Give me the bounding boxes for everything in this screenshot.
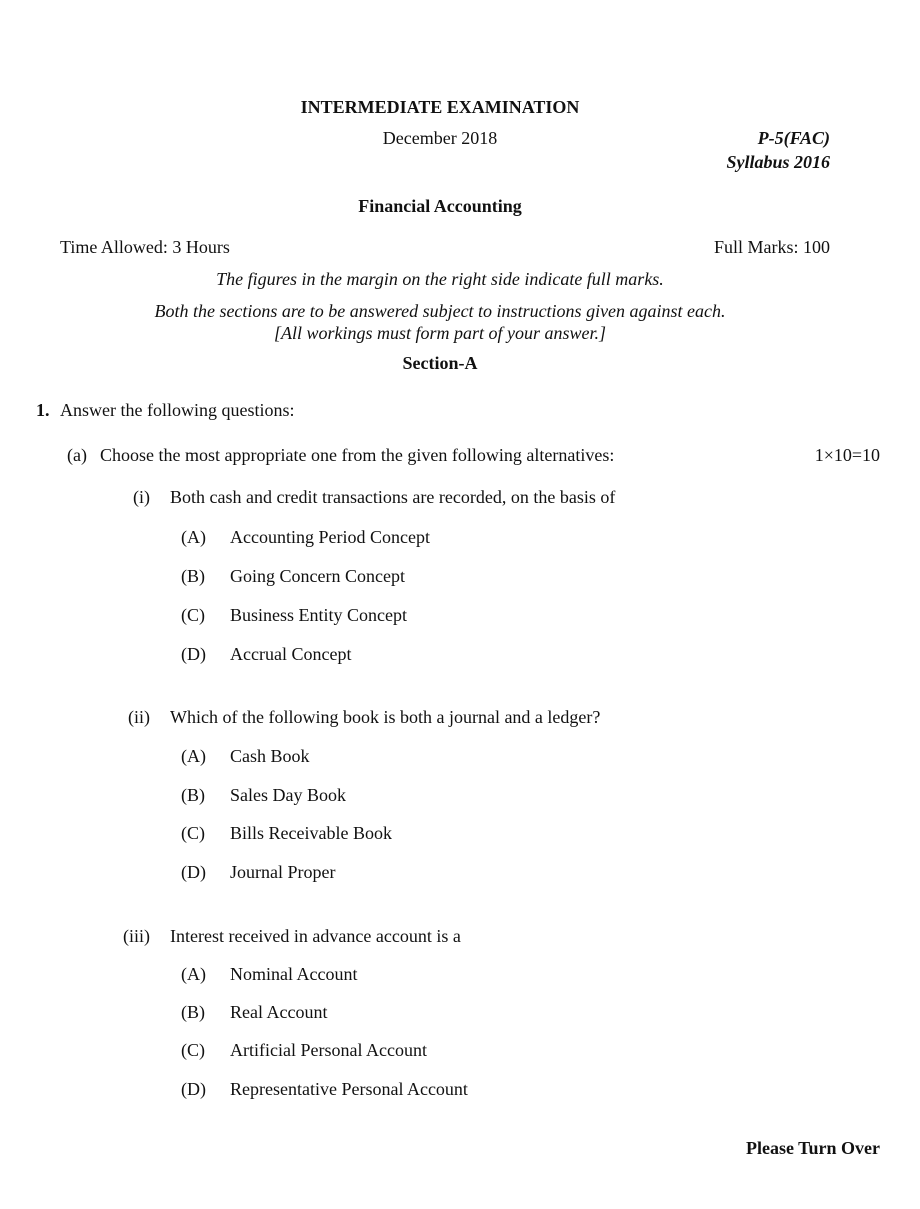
exam-title: INTERMEDIATE EXAMINATION [300, 97, 580, 117]
part-marks: 1×10=10 [814, 445, 880, 465]
instruction: [All workings must form part of your answer.] [273, 323, 607, 343]
syllabus: Syllabus 2016 [726, 152, 830, 172]
section-title: Section-A [402, 353, 478, 373]
option-text: Real Account [230, 1002, 328, 1022]
option-text: Artificial Personal Account [230, 1040, 427, 1060]
option-key: (C) [181, 823, 205, 843]
item-number: (iii) [123, 926, 150, 946]
item-question: Interest received in advance account is a [170, 926, 461, 946]
item-number: (ii) [128, 707, 150, 727]
option-text: Business Entity Concept [230, 605, 407, 625]
option-key: (D) [181, 1079, 206, 1099]
option-key: (B) [181, 785, 205, 805]
option-text: Cash Book [230, 746, 310, 766]
question-number: 1. [36, 400, 50, 420]
time-allowed: Time Allowed: 3 Hours [60, 237, 230, 257]
option-key: (A) [181, 746, 206, 766]
instruction: The figures in the margin on the right side indicate full marks. [216, 269, 664, 289]
option-key: (C) [181, 1040, 205, 1060]
option-key: (B) [181, 566, 205, 586]
instruction: Both the sections are to be answered subject to instructions given against each. [154, 301, 726, 321]
subject: Financial Accounting [358, 196, 522, 216]
option-text: Bills Receivable Book [230, 823, 392, 843]
option-key: (D) [181, 644, 206, 664]
option-text: Sales Day Book [230, 785, 346, 805]
item-question: Both cash and credit transactions are recorded, on the basis of [170, 487, 616, 507]
option-text: Accounting Period Concept [230, 527, 430, 547]
option-key: (D) [181, 862, 206, 882]
paper-code: P-5(FAC) [757, 128, 830, 148]
part-label: (a) [67, 445, 87, 465]
question-text: Answer the following questions: [60, 400, 295, 420]
option-text: Nominal Account [230, 964, 358, 984]
option-text: Representative Personal Account [230, 1079, 468, 1099]
footer-please-turn-over: Please Turn Over [746, 1138, 880, 1158]
session: December 2018 [382, 128, 498, 148]
item-question: Which of the following book is both a journal and a ledger? [170, 707, 601, 727]
part-text: Choose the most appropriate one from the given following alternatives: [100, 445, 615, 465]
item-number: (i) [133, 487, 150, 507]
option-text: Accrual Concept [230, 644, 352, 664]
full-marks: Full Marks: 100 [713, 237, 830, 257]
option-text: Journal Proper [230, 862, 336, 882]
option-key: (A) [181, 527, 206, 547]
option-key: (C) [181, 605, 205, 625]
option-text: Going Concern Concept [230, 566, 405, 586]
option-key: (B) [181, 1002, 205, 1022]
option-key: (A) [181, 964, 206, 984]
